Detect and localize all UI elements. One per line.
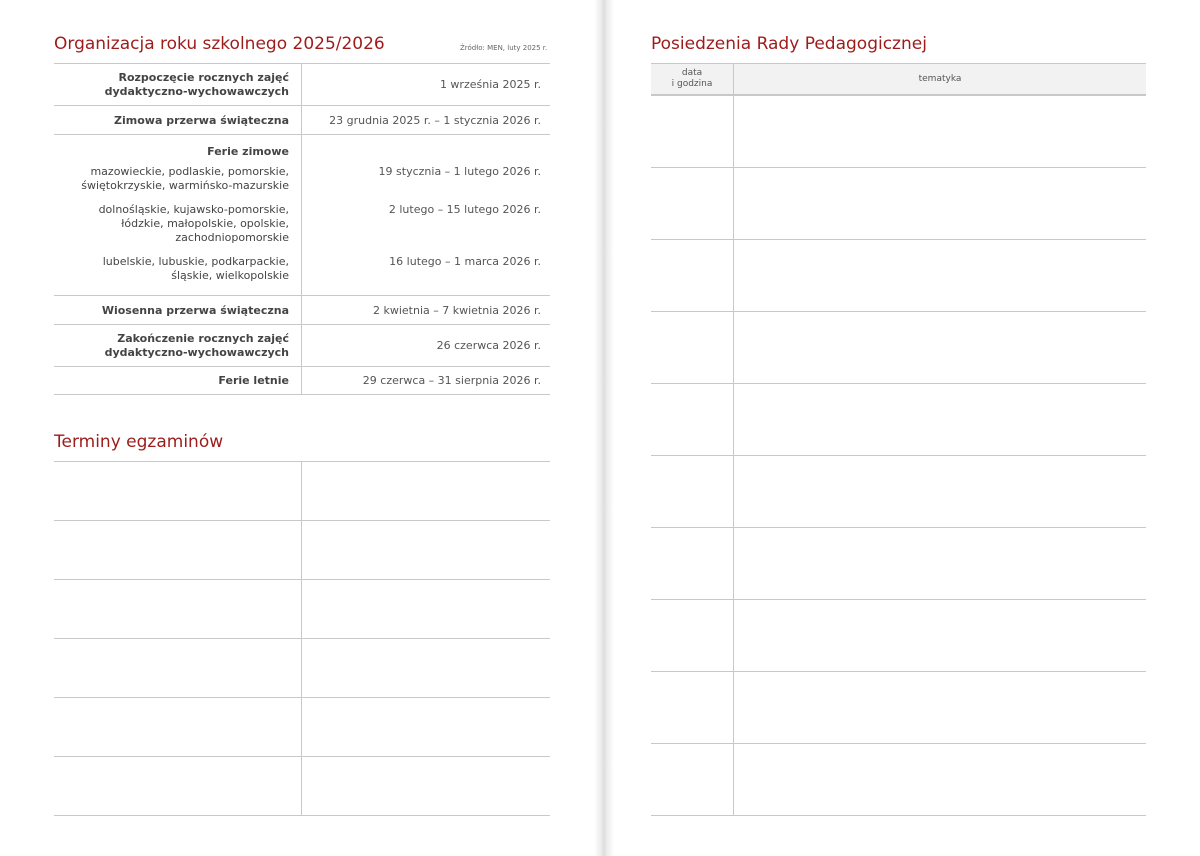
- row-value: 2 kwietnia – 7 kwietnia 2026 r.: [372, 303, 541, 317]
- row-label: [54, 325, 302, 366]
- topic-cell[interactable]: [734, 672, 1146, 743]
- meetings-table: [651, 63, 1146, 816]
- table-row: [54, 366, 550, 395]
- exam-cell[interactable]: [302, 639, 550, 697]
- row-label: Zimowa przerwa świąteczna: [54, 106, 302, 134]
- left-page: [0, 0, 598, 856]
- row-value: [302, 135, 550, 295]
- row-label: [54, 64, 302, 105]
- topic-cell[interactable]: [734, 96, 1146, 167]
- row-label-line: dydaktyczno-wychowawczych: [104, 345, 289, 359]
- exam-cell[interactable]: [54, 462, 302, 520]
- topic-cell[interactable]: [734, 384, 1146, 455]
- row-label: Wiosenna przerwa świąteczna: [54, 296, 302, 324]
- exam-cell[interactable]: [302, 521, 550, 579]
- table-row: [651, 96, 1146, 168]
- exam-cell[interactable]: [54, 639, 302, 697]
- topic-cell[interactable]: [734, 312, 1146, 383]
- table-row: [651, 312, 1146, 384]
- date-cell[interactable]: [651, 240, 734, 311]
- table-row: [54, 105, 550, 134]
- topic-cell[interactable]: [734, 600, 1146, 671]
- topic-cell[interactable]: [734, 456, 1146, 527]
- table-row: [651, 744, 1146, 816]
- date-cell[interactable]: [651, 312, 734, 383]
- region-line: lubelskie, lubuskie, podkarpackie,: [102, 255, 289, 268]
- region-line: świętokrzyskie, warmińsko-mazurskie: [81, 179, 289, 192]
- table-row: [54, 63, 550, 105]
- region-line: śląskie, wielkopolskie: [171, 269, 289, 282]
- region-value: 2 lutego – 15 lutego 2026 r.: [388, 203, 541, 216]
- source-note: Źródło: MEN, luty 2025 r.: [460, 44, 548, 52]
- row-value: 1 września 2025 r.: [439, 78, 541, 91]
- table-row: [54, 521, 550, 580]
- table-row: [651, 528, 1146, 600]
- row-label: Ferie letnie: [54, 367, 302, 394]
- region-value: 16 lutego – 1 marca 2026 r.: [389, 255, 541, 268]
- table-row: [54, 324, 550, 366]
- org-title: Organizacja roku szkolnego 2025/2026: [54, 34, 385, 54]
- exam-cell[interactable]: [302, 462, 550, 520]
- row-value: 23 grudnia 2025 r. – 1 stycznia 2026 r.: [329, 113, 541, 127]
- date-cell[interactable]: [651, 672, 734, 743]
- row-value: 26 czerwca 2026 r.: [436, 339, 541, 352]
- header-topic: tematyka: [918, 74, 962, 84]
- table-row: [54, 134, 550, 295]
- exam-cell[interactable]: [302, 757, 550, 815]
- table-row: [651, 384, 1146, 456]
- region-value: 19 stycznia – 1 lutego 2026 r.: [378, 165, 541, 178]
- region-line: łódzkie, małopolskie, opolskie,: [121, 217, 289, 230]
- topic-cell[interactable]: [734, 168, 1146, 239]
- topic-cell[interactable]: [734, 744, 1146, 815]
- region-line: dolnośląskie, kujawsko-pomorskie,: [98, 203, 289, 216]
- table-row: [651, 672, 1146, 744]
- row-value: 29 czerwca – 31 sierpnia 2026 r.: [362, 374, 541, 387]
- exam-cell[interactable]: [54, 757, 302, 815]
- date-cell[interactable]: [651, 384, 734, 455]
- header-time-line: i godzina: [671, 79, 713, 89]
- exam-cell[interactable]: [302, 580, 550, 638]
- row-label-line: Rozpoczęcie rocznych zajęć: [118, 70, 289, 84]
- row-label-line: Zakończenie rocznych zajęć: [117, 331, 289, 345]
- exam-cell[interactable]: [302, 698, 550, 756]
- date-cell[interactable]: [651, 744, 734, 815]
- table-row: [54, 295, 550, 324]
- table-row: [54, 698, 550, 757]
- region-line: mazowieckie, podlaskie, pomorskie,: [90, 165, 289, 178]
- table-header: [651, 63, 1146, 96]
- exams-title: Terminy egzaminów: [54, 432, 224, 452]
- table-row: [651, 168, 1146, 240]
- table-row: [54, 639, 550, 698]
- table-row: [651, 600, 1146, 672]
- date-cell[interactable]: [651, 96, 734, 167]
- date-cell[interactable]: [651, 168, 734, 239]
- org-table: [54, 63, 550, 395]
- winter-break-label: Ferie zimowe: [207, 145, 289, 158]
- date-cell[interactable]: [651, 528, 734, 599]
- table-row: [54, 580, 550, 639]
- exam-cell[interactable]: [54, 698, 302, 756]
- header-date-line: data: [681, 68, 703, 78]
- row-label: [54, 135, 302, 295]
- row-label-line: dydaktyczno-wychowawczych: [104, 84, 289, 98]
- date-cell[interactable]: [651, 600, 734, 671]
- page-gutter: [594, 0, 614, 856]
- table-row: [651, 240, 1146, 312]
- exam-cell[interactable]: [54, 521, 302, 579]
- topic-cell[interactable]: [734, 240, 1146, 311]
- topic-cell[interactable]: [734, 528, 1146, 599]
- header-date-time: [651, 64, 734, 94]
- exam-cell[interactable]: [54, 580, 302, 638]
- exams-grid: [54, 461, 550, 816]
- meetings-title: Posiedzenia Rady Pedagogicznej: [651, 34, 927, 54]
- region-line: zachodniopomorskie: [175, 231, 289, 244]
- table-row: [54, 462, 550, 521]
- date-cell[interactable]: [651, 456, 734, 527]
- table-row: [651, 456, 1146, 528]
- table-row: [54, 757, 550, 816]
